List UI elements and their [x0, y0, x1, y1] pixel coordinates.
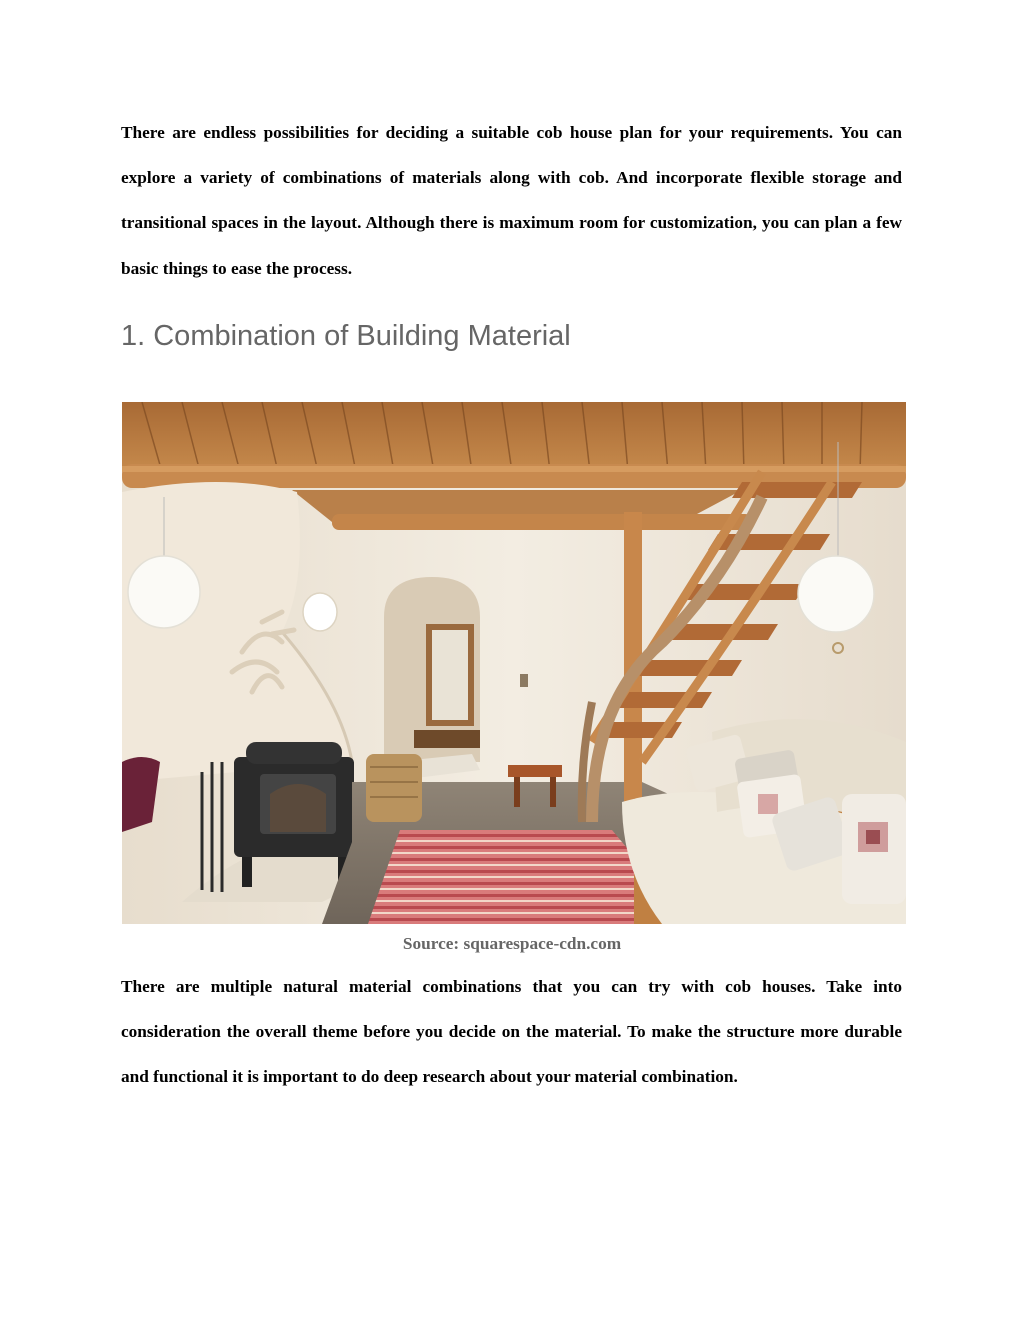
image-caption: Source: squarespace-cdn.com	[402, 934, 622, 953]
body-paragraph: There are multiple natural material combinations that you can try with cob houses. Take into consideration the overall theme before you decide on the material. To make the structure more durable and functional it is important to do deep research about your material combination.	[121, 977, 902, 1087]
section-heading: 1. Combination of Building Material	[121, 320, 571, 352]
intro-paragraph: There are endless possibilities for deciding a suitable cob house plan for your requirements. You can explore a variety of combinations of materials along with cob. And incorporate flexible storage and transitional spaces in the layout. Although there is maximum room for customization, you can plan a few basic things to ease the process.	[121, 123, 902, 278]
cob-house-interior-photo	[122, 402, 906, 924]
